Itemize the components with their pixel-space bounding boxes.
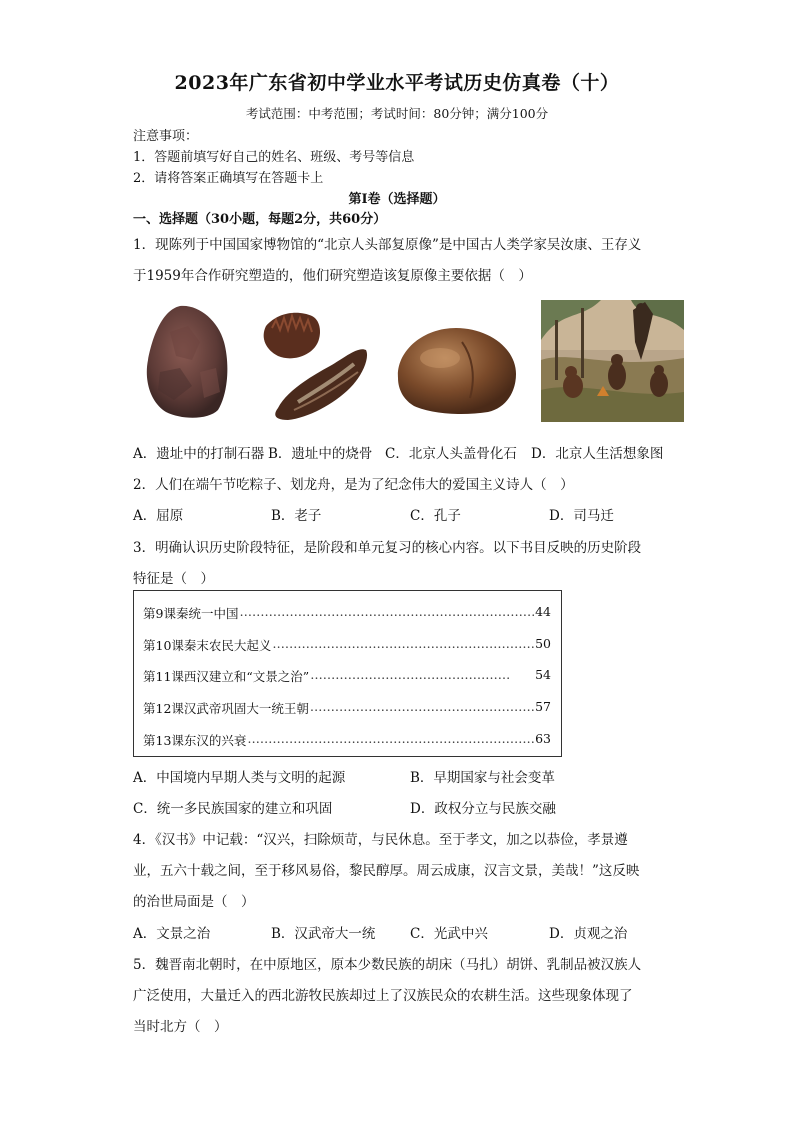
notice-item-2: 2．请将答案正确填写在答题卡上: [133, 171, 324, 186]
q4-option-a[interactable]: A．文景之治: [133, 926, 211, 942]
toc-row: 第10课秦末农民大起义 …………………………………………………………………………………………………… 50: [143, 636, 551, 654]
book-contents-box: [133, 590, 562, 757]
part-title: 一、选择题（30小题，每题2分，共60分）: [133, 212, 387, 227]
toc-row: 第11课西汉建立和“文景之治” …………………………………………………………………………………………………… 54: [143, 667, 551, 685]
q3-option-a[interactable]: A．中国境内早期人类与文明的起源: [133, 770, 346, 786]
q1-option-c[interactable]: C．北京人头盖骨化石: [385, 446, 517, 462]
q2-option-c[interactable]: C．孔子: [410, 508, 461, 524]
q1-text-line2: 于1959年合作研究塑造的，他们研究塑造该复原像主要依据（ ）: [133, 268, 532, 284]
q2-text: 2．人们在端午节吃粽子、划龙舟，是为了纪念伟大的爱国主义诗人（ ）: [133, 477, 574, 493]
peking-man-life-illustration: [541, 300, 684, 422]
q5-text-line2: 广泛使用，大量迁入的西北游牧民族却过上了汉族民众的农耕生活。这些现象体现了: [133, 988, 633, 1004]
q4-text-line1: 4．《汉书》中记载：“汉兴，扫除烦苛，与民休息。至于孝文，加之以恭俭，孝景遵: [133, 832, 628, 848]
exam-subtitle: 考试范围：中考范围；考试时间：80分钟；满分100分: [245, 106, 549, 121]
q1-option-b[interactable]: B．遗址中的烧骨: [268, 446, 373, 462]
toc-row: 第9课秦统一中国 …………………………………………………………………………………………………… 44: [143, 604, 551, 622]
q1-option-a[interactable]: A．遗址中的打制石器: [133, 446, 265, 462]
q3-option-b[interactable]: B．早期国家与社会变革: [410, 770, 555, 786]
q1-option-d[interactable]: D．北京人生活想象图: [531, 446, 664, 462]
burnt-bone-image: [258, 306, 370, 424]
q2-option-a[interactable]: A．屈原: [133, 508, 184, 524]
notice-item-1: 1．答题前填写好自己的姓名、班级、考号等信息: [133, 150, 415, 165]
section-title: 第I卷（选择题）: [348, 192, 446, 207]
q4-option-b[interactable]: B．汉武帝大一统: [271, 926, 376, 942]
q4-option-d[interactable]: D．贞观之治: [549, 926, 628, 942]
notice-heading: 注意事项：: [133, 129, 199, 144]
stone-tool-image: [140, 302, 232, 422]
q2-option-b[interactable]: B．老子: [271, 508, 322, 524]
q3-option-c[interactable]: C．统一多民族国家的建立和巩固: [133, 801, 333, 817]
toc-row: 第12课汉武帝巩固大一统王朝 …………………………………………………………………………………………………… 57: [143, 699, 551, 717]
q3-text-line1: 3．明确认识历史阶段特征，是阶段和单元复习的核心内容。以下书目反映的历史阶段: [133, 540, 642, 556]
q3-text-line2: 特征是（ ）: [133, 571, 214, 587]
q5-text-line1: 5．魏晋南北朝时，在中原地区，原本少数民族的胡床（马扎）胡饼、乳制品被汉族人: [133, 957, 642, 973]
q4-text-line2: 业，五六十载之间，至于移风易俗，黎民醇厚。周云成康，汉言文景，美哉！”这反映: [133, 863, 640, 879]
exam-title: 2023年广东省初中学业水平考试历史仿真卷（十）: [174, 72, 620, 94]
q1-text-line1: 1．现陈列于中国国家博物馆的“北京人头部复原像”是中国古人类学家吴汝康、王存义: [133, 237, 642, 253]
skull-fossil-image: [392, 322, 520, 418]
q3-option-d[interactable]: D．政权分立与民族交融: [410, 801, 556, 817]
q2-option-d[interactable]: D．司马迁: [549, 508, 614, 524]
q5-text-line3: 当时北方（ ）: [133, 1019, 228, 1035]
q4-text-line3: 的治世局面是（ ）: [133, 894, 255, 910]
toc-row: 第13课东汉的兴衰 …………………………………………………………………………………………………… 63: [143, 731, 551, 749]
q4-option-c[interactable]: C．光武中兴: [410, 926, 488, 942]
